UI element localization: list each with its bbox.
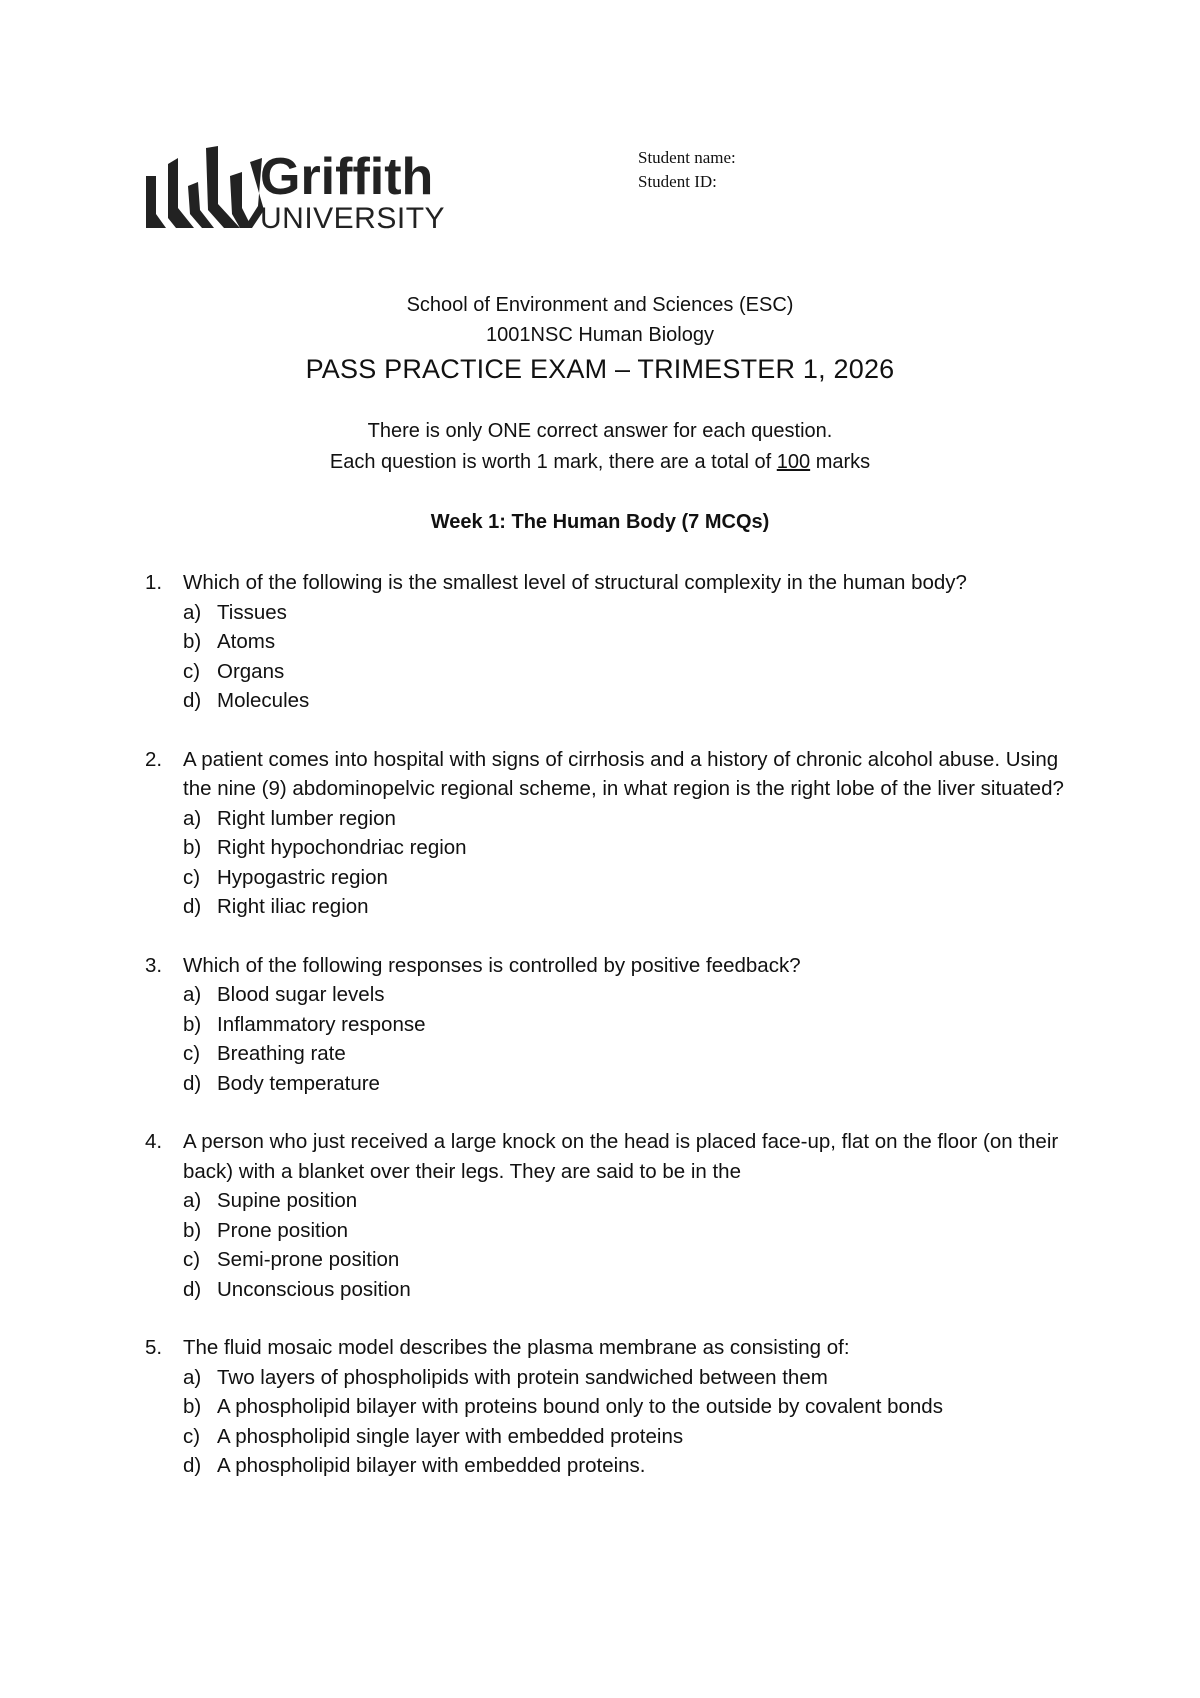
question-4	[145, 1127, 1075, 1304]
option-text: Unconscious position	[217, 1277, 411, 1301]
question-stem	[145, 1333, 1075, 1363]
option-letter: b)	[183, 1395, 202, 1418]
question-1	[145, 568, 1075, 716]
student-name-label: Student name:	[638, 148, 736, 167]
option-letter: c)	[183, 865, 201, 889]
question-2	[145, 745, 1075, 922]
option-text: Organs	[217, 659, 285, 683]
option-c	[145, 657, 1075, 687]
option-letter: c)	[183, 1424, 201, 1448]
option-text: Atoms	[217, 630, 276, 653]
question-3	[145, 951, 1075, 1099]
instruction-line-2	[0, 451, 1200, 474]
option-letter: d)	[183, 1071, 202, 1095]
option-a	[145, 1186, 1075, 1216]
option-letter: d)	[183, 1277, 202, 1301]
section-heading: Week 1: The Human Body (7 MCQs)	[430, 511, 770, 533]
question-text: A patient comes into hospital with signs of cirrhosis and a history of chronic alcohol abuse. Using the nine (9) abdominopelvic regional scheme, in what region is the right lobe of the liver situated?	[183, 747, 1064, 800]
option-b	[145, 1010, 1075, 1040]
option-a	[145, 1363, 1075, 1393]
option-c	[145, 1422, 1075, 1452]
instruction-line-1: There is only ONE correct answer for each question.	[367, 420, 833, 442]
option-c	[145, 1039, 1075, 1069]
question-number: 1.	[145, 571, 163, 594]
option-b	[145, 833, 1075, 863]
question-text: Which of the following responses is controlled by positive feedback?	[183, 953, 801, 977]
option-text: Prone position	[217, 1218, 349, 1242]
griffith-university-logo	[146, 146, 486, 234]
option-b	[145, 1216, 1075, 1246]
option-letter: d)	[183, 1454, 202, 1477]
question-number: 5.	[145, 1336, 163, 1359]
option-letter: c)	[183, 659, 201, 683]
question-stem	[145, 1127, 1075, 1186]
option-b	[145, 1392, 1075, 1422]
option-text: Inflammatory response	[217, 1012, 426, 1036]
option-d	[145, 1275, 1075, 1305]
option-letter: b)	[183, 1012, 202, 1036]
option-d	[145, 1069, 1075, 1099]
option-letter: a)	[183, 806, 202, 830]
option-letter: c)	[183, 1042, 201, 1065]
option-list	[145, 1186, 1075, 1304]
option-letter: a)	[183, 600, 202, 624]
option-letter: a)	[183, 1365, 202, 1389]
option-letter: b)	[183, 836, 202, 859]
logo-text: Griffith	[260, 148, 434, 206]
question-5	[145, 1333, 1075, 1481]
option-text: A phospholipid bilayer with proteins bound only to the outside by covalent bonds	[217, 1395, 943, 1418]
option-a	[145, 980, 1075, 1010]
option-letter: d)	[183, 689, 202, 712]
student-id-label: Student ID:	[638, 172, 717, 191]
option-text: A phospholipid single layer with embedded proteins	[217, 1424, 684, 1448]
question-list	[145, 568, 1075, 1510]
logo-subtext: UNIVERSITY	[260, 202, 446, 234]
instruction-line-2-suffix: marks	[810, 451, 871, 473]
option-letter: d)	[183, 895, 202, 918]
question-number: 4.	[145, 1130, 163, 1153]
option-list	[145, 804, 1075, 922]
question-text: Which of the following is the smallest level of structural complexity in the human body?	[183, 571, 967, 594]
question-number: 3.	[145, 953, 163, 977]
total-marks: 100	[776, 451, 811, 473]
option-text: Right hypochondriac region	[217, 836, 467, 859]
option-text: Right lumber region	[217, 806, 396, 830]
question-stem	[145, 568, 1075, 598]
option-text: Tissues	[217, 600, 287, 624]
question-stem	[145, 951, 1075, 981]
option-a	[145, 804, 1075, 834]
exam-title: PASS PRACTICE EXAM – TRIMESTER 1, 2026	[305, 354, 895, 384]
option-text: Two layers of phospholipids with protein sandwiched between them	[217, 1365, 828, 1389]
option-d	[145, 892, 1075, 922]
option-letter: b)	[183, 630, 202, 653]
option-text: Semi-prone position	[217, 1248, 400, 1271]
option-list	[145, 598, 1075, 716]
griffith-logo-icon	[146, 146, 486, 234]
question-text: A person who just received a large knock on the head is placed face-up, flat on the floor (on their back) with a blanket over their legs. They are said to be in the	[183, 1130, 1059, 1183]
option-text: A phospholipid bilayer with embedded proteins.	[217, 1454, 646, 1477]
instruction-line-2-prefix: Each question is worth 1 mark, there are a total of	[329, 451, 777, 473]
option-text: Supine position	[217, 1189, 358, 1212]
school-name: School of Environment and Sciences (ESC)	[406, 294, 794, 316]
option-letter: b)	[183, 1218, 202, 1242]
option-text: Right iliac region	[217, 895, 369, 918]
option-list	[145, 980, 1075, 1098]
option-d	[145, 686, 1075, 716]
option-text: Blood sugar levels	[217, 983, 385, 1006]
question-stem	[145, 745, 1075, 804]
option-c	[145, 1245, 1075, 1275]
option-text: Molecules	[217, 689, 310, 712]
option-d	[145, 1451, 1075, 1481]
option-letter: a)	[183, 1189, 202, 1212]
option-b	[145, 627, 1075, 657]
course-name: 1001NSC Human Biology	[486, 324, 714, 346]
option-text: Body temperature	[217, 1071, 380, 1095]
option-letter: c)	[183, 1248, 201, 1271]
option-list	[145, 1363, 1075, 1481]
option-text: Hypogastric region	[217, 865, 388, 889]
student-info	[638, 146, 736, 194]
question-text: The fluid mosaic model describes the plasma membrane as consisting of:	[183, 1336, 850, 1359]
question-number: 2.	[145, 747, 163, 771]
option-letter: a)	[183, 983, 202, 1006]
option-a	[145, 598, 1075, 628]
option-c	[145, 863, 1075, 893]
option-text: Breathing rate	[217, 1042, 346, 1065]
